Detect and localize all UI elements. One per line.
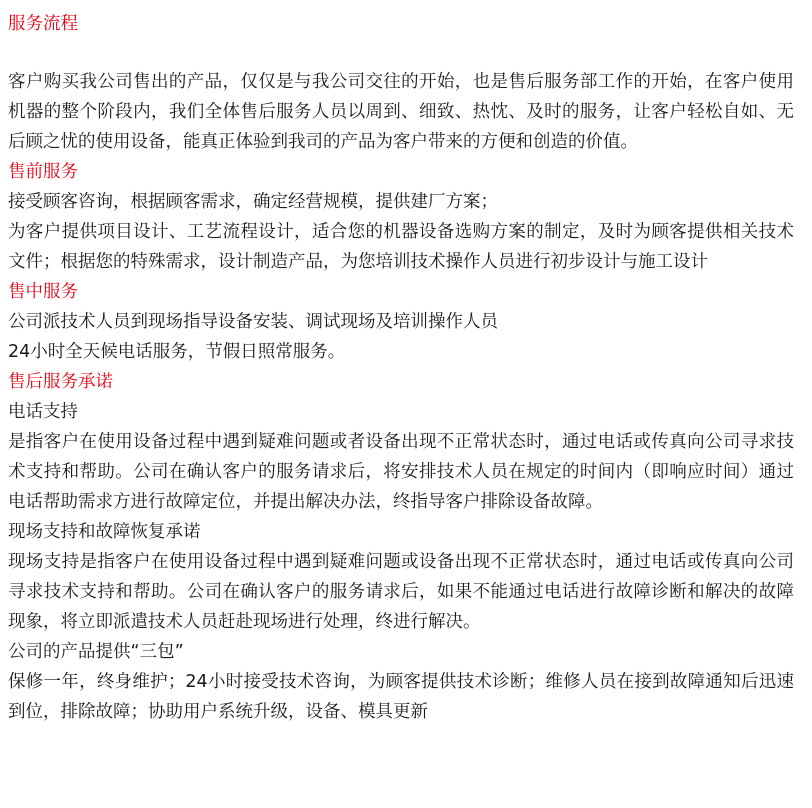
three-guarantees-title: 公司的产品提供“三包”	[8, 642, 184, 662]
pre-sale-heading: 售前服务	[8, 162, 78, 182]
in-sale-heading: 售中服务	[8, 282, 78, 302]
onsite-support-text: 现场支持是指客户在使用设备过程中遇到疑难问题或设备出现不正常状态时，通过电话或传真向公司寻求技术支持和帮助。公司在确认客户的服务请求后，如果不能通过电话进行故障诊断和解决的故障现象，将立即派遣技术人员赶赴现场进行处理，终进行解决。	[8, 552, 794, 632]
phone-support-text: 是指客户在使用设备过程中遇到疑难问题或者设备出现不正常状态时，通过电话或传真向公司寻求技术支持和帮助。公司在确认客户的服务请求后，将安排技术人员在规定的时间内（即响应时间）通过电话帮助需求方进行故障定位，并提出解决办法，终指导客户排除设备故障。	[8, 432, 794, 512]
page-title: 服务流程	[8, 14, 78, 34]
after-sale-heading: 售后服务承诺	[8, 372, 113, 392]
intro-paragraph: 客户购买我公司售出的产品，仅仅是与我公司交往的开始，也是售后服务部工作的开始，在客户使用机器的整个阶段内，我们全体售后服务人员以周到、细致、热忱、及时的服务，让客户轻松自如、无后顾之忧的使用设备，能真正体验到我司的产品为客户带来的方便和创造的价值。	[8, 72, 794, 152]
in-sale-line: 公司派技术人员到现场指导设备安装、调试现场及培训操作人员	[8, 312, 498, 332]
pre-sale-line: 为客户提供项目设计、工艺流程设计，适合您的机器设备选购方案的制定，及时为顾客提供相关技术文件；根据您的特殊需求，设计制造产品，为您培训技术操作人员进行初步设计与施工设计	[8, 222, 794, 272]
in-sale-line: 24小时全天候电话服务，节假日照常服务。	[8, 342, 346, 362]
onsite-support-title: 现场支持和故障恢复承诺	[8, 522, 201, 542]
service-process-document	[8, 9, 794, 727]
pre-sale-line: 接受顾客咨询，根据顾客需求，确定经营规模，提供建厂方案；	[8, 192, 498, 212]
phone-support-title: 电话支持	[8, 402, 78, 422]
three-guarantees-text: 保修一年，终身维护；24小时接受技术咨询，为顾客提供技术诊断；维修人员在接到故障通知后迅速到位，排除故障；协助用户系统升级，设备、模具更新	[8, 672, 794, 722]
